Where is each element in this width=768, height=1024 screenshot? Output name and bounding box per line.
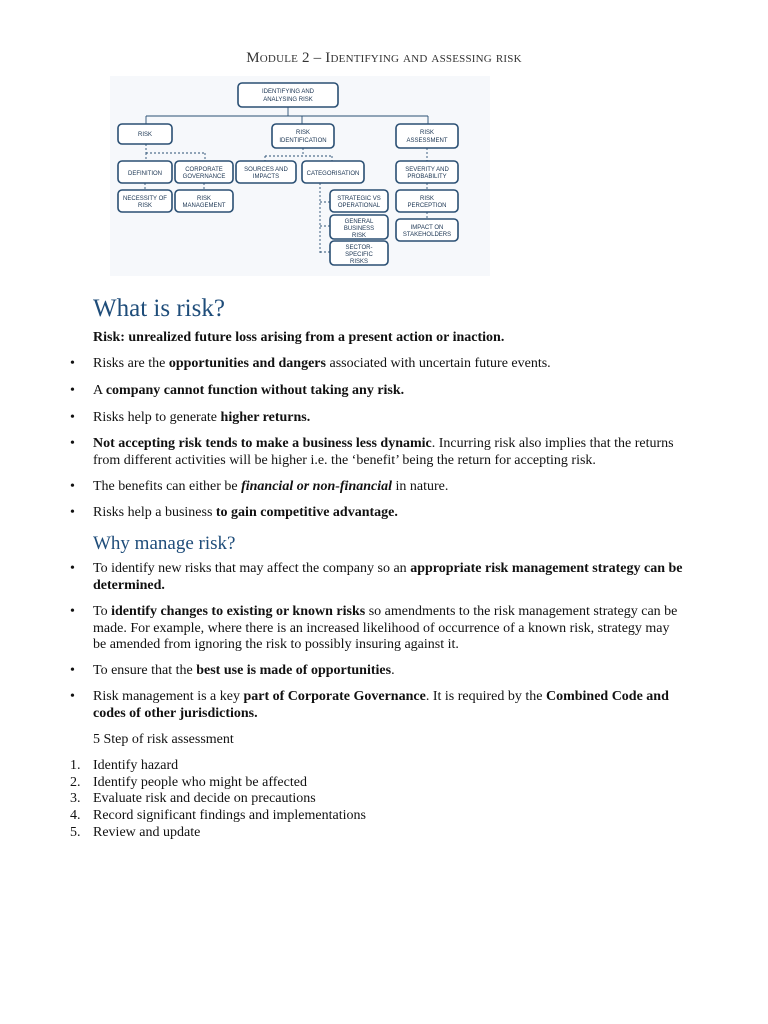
why-manage-risk-heading: Why manage risk? (93, 533, 236, 554)
svg-text:IMPACT ON: IMPACT ON (410, 225, 444, 231)
svg-text:ASSESSMENT: ASSESSMENT (406, 138, 448, 144)
svg-text:GOVERNANCE: GOVERNANCE (182, 174, 226, 180)
svg-text:STRATEGIC VS: STRATEGIC VS (337, 196, 381, 202)
svg-text:RISK: RISK (419, 130, 435, 136)
diagram-root-box (238, 83, 338, 107)
svg-text:RISKS: RISKS (349, 259, 369, 265)
svg-text:SOURCES AND: SOURCES AND (244, 167, 288, 173)
page-header: Module 2 – Identifying and assessing risk (246, 50, 522, 66)
steps-caption: 5 Step of risk assessment (93, 732, 234, 747)
svg-text:IDENTIFICATION: IDENTIFICATION (279, 138, 327, 144)
list-item: 2. Identify people who might be affected (70, 774, 307, 790)
svg-text:PROBABILITY: PROBABILITY (407, 174, 447, 180)
diagram-risk-label: RISK (137, 132, 153, 138)
svg-text:SEVERITY AND: SEVERITY AND (405, 167, 449, 173)
svg-text:RISK: RISK (419, 196, 435, 202)
svg-text:CATEGORISATION: CATEGORISATION (306, 171, 360, 177)
svg-text:BUSINESS: BUSINESS (343, 226, 375, 232)
diagram-root-label-1: IDENTIFYING AND (261, 89, 315, 95)
svg-text:DEFINITION: DEFINITION (128, 171, 162, 177)
diagram-root-label-2: ANALYSING RISK (263, 97, 313, 103)
svg-text:RISK: RISK (295, 130, 311, 136)
what-is-risk-heading: What is risk? (93, 295, 225, 322)
svg-text:MANAGEMENT: MANAGEMENT (182, 203, 226, 209)
risk-hierarchy-diagram (110, 76, 490, 276)
svg-text:RISK: RISK (351, 233, 367, 239)
risk-definition: Risk: unrealized future loss arising from a present action or inaction. (93, 330, 505, 345)
svg-text:STAKEHOLDERS: STAKEHOLDERS (402, 232, 452, 238)
steps-list (0, 758, 768, 841)
list-item: 4. Record significant findings and implementations (70, 808, 366, 824)
svg-text:RISK: RISK (137, 203, 153, 209)
svg-text:OPERATIONAL: OPERATIONAL (337, 203, 381, 209)
svg-text:RISK: RISK (196, 196, 212, 202)
svg-text:NECESSITY OF: NECESSITY OF (123, 196, 167, 202)
svg-text:CORPORATE: CORPORATE (185, 167, 223, 173)
list-item: 5. Review and update (70, 824, 201, 840)
svg-text:PERCEPTION: PERCEPTION (407, 203, 447, 209)
svg-text:GENERAL: GENERAL (344, 219, 374, 225)
diagram-assessment-box (396, 124, 458, 148)
svg-text:IMPACTS: IMPACTS (252, 174, 280, 180)
svg-text:SPECIFIC: SPECIFIC (345, 252, 373, 258)
svg-text:SECTOR-: SECTOR- (345, 245, 373, 251)
list-item: 3. Evaluate risk and decide on precautions (70, 791, 316, 807)
list-item: 1. Identify hazard (70, 758, 179, 773)
diagram-identification-box (272, 124, 334, 148)
